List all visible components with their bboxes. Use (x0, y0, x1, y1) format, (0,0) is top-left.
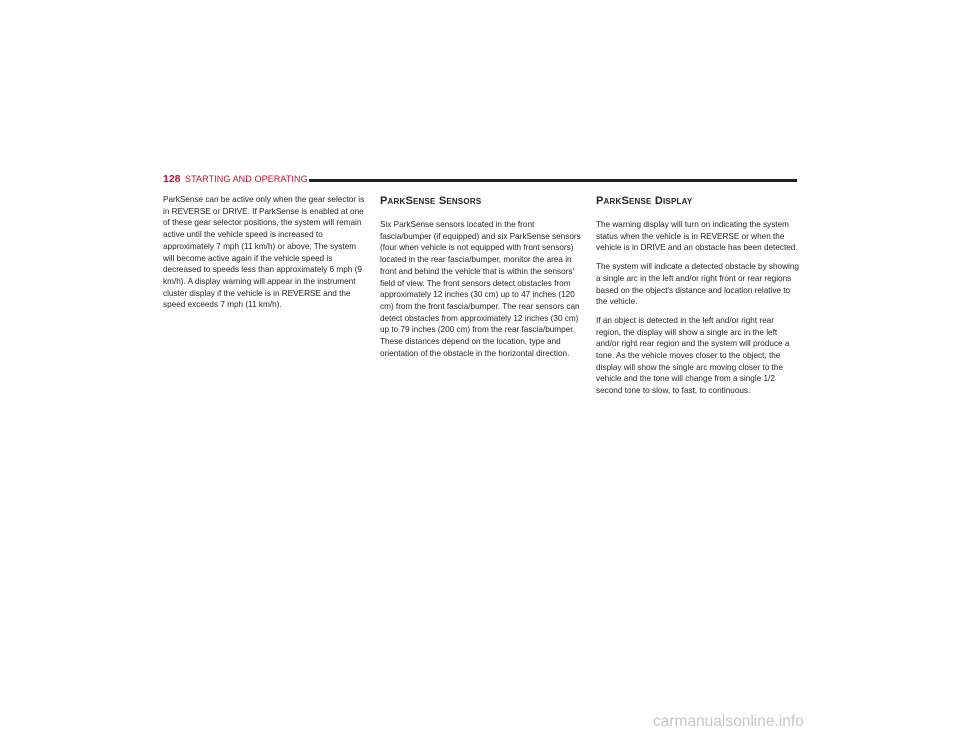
watermark: carmanualsonline.info (653, 713, 804, 730)
section-title: STARTING AND OPERATING (185, 174, 308, 184)
parksense-display-heading: ParkSense Display (596, 195, 693, 207)
parksense-sensors-heading: ParkSense Sensors (380, 195, 482, 207)
paragraph: The warning display will turn on indicating the system status when the vehicle is in REVERSE or when the vehicle is in DRIVE and an obstacle has been detected. (596, 220, 798, 253)
paragraph: The system will indicate a detected obstacle by showing a single arc in the left and/or right front or rear regions based on the object's distance and location relative to the vehicle. (596, 262, 799, 307)
header-rule (309, 179, 797, 182)
column-1 (163, 194, 366, 318)
column-3 (596, 194, 799, 404)
page-number: 128 (163, 173, 181, 185)
paragraph: If an object is detected in the left and/or right rear region, the display will show a single arc in the left and/or right rear region and the system will produce a tone. As the vehicle moves closer to the object, the display will show the single arc moving closer to the vehicle and the tone will change from a single 1/2 second tone to slow, to fast, to continuous. (596, 315, 790, 396)
paragraph: Six ParkSense sensors located in the front fascia/bumper (if equipped) and six ParkSense sensors (four when vehicle is not equipped with front sensors) located in the rear fascia/bumper, monitor the area in front and behind the vehicle that is within the sensors' field of view. The front sensors detect obstacles from approximately 12 inches (30 cm) up to 47 inches (120 cm) from the front fascia/bumper. The rear sensors can detect obstacles from approximately 12 inches (30 cm) up to 79 inches (200 cm) from the rear fascia/bumper. These distances depend on the location, type and orientation of the obstacle in the horizontal direction. (380, 220, 581, 358)
paragraph: ParkSense can be active only when the gear selector is in REVERSE or DRIVE. If ParkSense is enabled at one of these gear selector positions, the system will remain active until the vehicle speed is increased to approximately 7 mph (11 km/h) or above. The system will become active again if the vehicle speed is decreased to speeds less than approximately 6 mph (9 km/h). A display warning will appear in the instrument cluster display if the vehicle is in REVERSE and the speed exceeds 7 mph (11 km/h). (163, 195, 365, 310)
column-2 (380, 194, 583, 366)
page-header (163, 172, 797, 188)
